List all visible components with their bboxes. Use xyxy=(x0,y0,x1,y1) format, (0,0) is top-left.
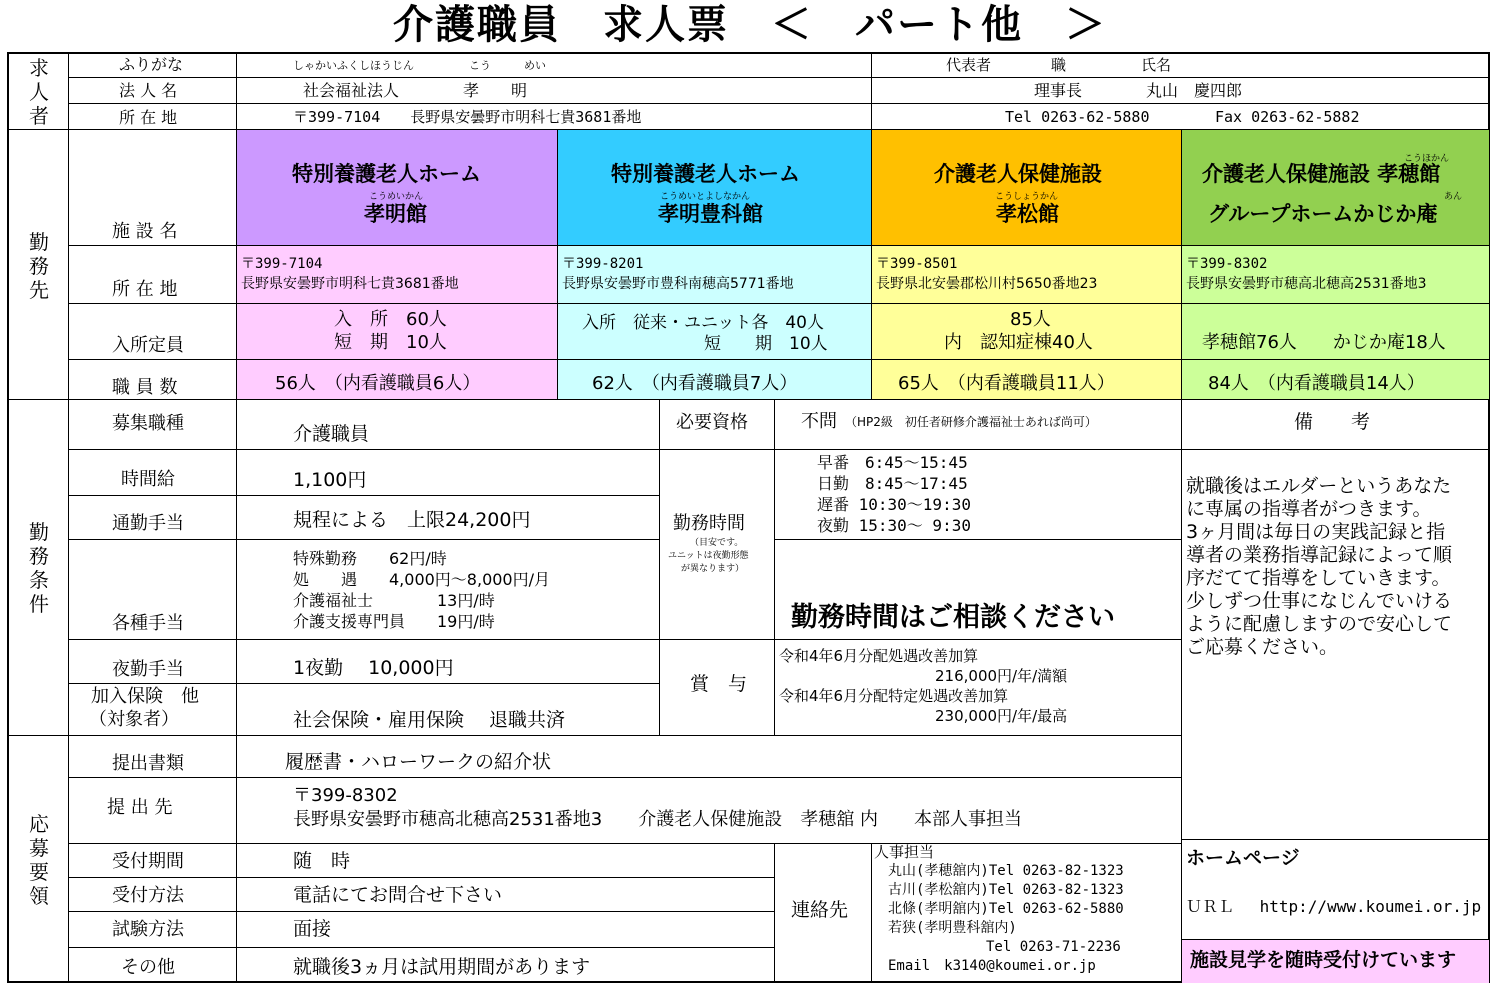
facility-2-type: 特別養護老人ホーム xyxy=(611,162,800,186)
facility-1-name: 孝明館 xyxy=(364,202,427,226)
facility-3-staff: 65人 （内看護職員11人） xyxy=(898,373,1115,394)
facility-1-staff: 56人 （内看護職員6人） xyxy=(275,373,481,394)
facility-4-name: グループホームかじか庵 xyxy=(1208,202,1438,226)
facility-2-ruby: こうめいとよしなかん xyxy=(660,192,751,202)
facility-2-name: 孝明豊科館 xyxy=(658,202,763,226)
method-label-cell xyxy=(69,878,237,912)
job-posting-table xyxy=(7,52,1490,983)
remarks-body-cell xyxy=(1182,450,1490,840)
work-hours-note-1: （目安です。 xyxy=(690,538,744,548)
facility-2-header xyxy=(558,130,872,246)
facility-3-zip: 〒399-8501 xyxy=(876,256,958,272)
contact-label: 連絡先 xyxy=(791,899,849,921)
facility-1-zip: 〒399-7104 xyxy=(241,256,323,272)
workplace-section-label-cell xyxy=(9,130,69,400)
facility-name-label: 施 設 名 xyxy=(112,221,178,242)
bonus-line-2: 216,000円/年/満額 xyxy=(935,667,1068,685)
homepage-label: ホームページ xyxy=(1186,847,1300,869)
exam-label: 試験方法 xyxy=(112,919,184,940)
bonus-line-3: 令和4年6月分配特定処遇改善加算 xyxy=(779,687,1009,705)
documents-value: 履歴書・ハローワークの紹介状 xyxy=(285,751,552,773)
facility-3-ruby: こうしょうかん xyxy=(995,192,1059,202)
bonus-label: 賞 与 xyxy=(690,673,748,695)
commute-allowance-value: 規程による 上限24,200円 xyxy=(293,509,531,531)
rep-value-cell xyxy=(872,78,1490,104)
corp-tel: Tel 0263-62-5880 xyxy=(1005,108,1150,126)
facility-4-capacity-2: 孝穂館76人 かじか庵18人 xyxy=(1202,332,1446,353)
contact-line-2: 丸山(孝穂舘内)Tel 0263-82-1323 xyxy=(874,863,1124,879)
homepage-cell xyxy=(1182,840,1490,940)
period-label: 受付期間 xyxy=(112,851,184,872)
facility-2-zip: 〒399-8201 xyxy=(562,256,644,272)
allowance-line-3: 介護福祉士 13円/時 xyxy=(293,591,495,610)
tel-fax-cell xyxy=(872,104,1490,130)
allowance-line-4: 介護支援専門員 19円/時 xyxy=(293,612,495,631)
contact-label-cell xyxy=(775,844,872,983)
contact-value-cell xyxy=(872,844,1182,983)
hourly-wage-value: 1,100円 xyxy=(293,469,367,491)
work-hours-note-3: が異なります） xyxy=(681,564,745,574)
insurance-label-cell xyxy=(69,684,237,736)
corp-address-label: 所 在 地 xyxy=(119,108,178,127)
commute-allowance-label: 通勤手当 xyxy=(112,513,184,534)
application-section-label-cell xyxy=(9,736,69,983)
hourly-wage-label-cell xyxy=(69,450,237,496)
allowances-value-cell xyxy=(237,540,660,640)
facility-3-header xyxy=(872,130,1182,246)
facility-4-type: 介護老人保健施設 孝穂館 xyxy=(1202,162,1441,186)
conditions-section-label: 勤 務 条 件 xyxy=(29,520,49,616)
facility-4-header xyxy=(1182,130,1490,246)
facility-1-address: 長野県安曇野市明科七貴3681番地 xyxy=(241,276,459,292)
corp-fax: Fax 0263-62-5882 xyxy=(1215,108,1360,126)
bonus-label-cell xyxy=(660,640,775,736)
facility-1-capacity-cell xyxy=(237,304,558,360)
facility-3-capacity-2: 内 認知症棟40人 xyxy=(944,332,1093,353)
rep-header-cell xyxy=(872,54,1490,78)
insurance-value-cell xyxy=(237,684,660,736)
contact-line-6: Tel 0263-71-2236 xyxy=(874,939,1121,955)
facility-2-address-cell xyxy=(558,246,872,304)
job-type-label-cell xyxy=(69,400,237,450)
capacity-label-cell xyxy=(69,304,237,360)
facility-1-type: 特別養護老人ホーム xyxy=(292,162,481,186)
destination-value: 長野県安曇野市穂高北穂高2531番地3 介護老人保健施設 孝穂舘 内 本部人事担当 xyxy=(293,809,1022,830)
period-value: 随 時 xyxy=(293,850,351,872)
facility-2-address: 長野県安曇野市豊科南穂高5771番地 xyxy=(562,276,794,292)
page-title: 介護職員 求人票 ＜ パート他 ＞ xyxy=(393,2,1107,48)
documents-label: 提出書類 xyxy=(112,753,184,774)
furigana-value-cell xyxy=(237,54,872,78)
facility-4-address-cell xyxy=(1182,246,1490,304)
contact-line-5: 若狭(孝明豊科舘内) xyxy=(874,920,1017,936)
work-hours-label-cell xyxy=(660,450,775,640)
destination-label: 提 出 先 xyxy=(107,797,173,818)
corp-name-label: 法 人 名 xyxy=(119,81,178,100)
remarks-line-2: に専属の指導者がつきます。 xyxy=(1186,498,1432,520)
facility-4-address: 長野県安曇野市穂高北穂高2531番地3 xyxy=(1186,276,1427,292)
exam-value-cell xyxy=(237,912,775,948)
contact-line-4: 北條(孝明舘内)Tel 0263-62-5880 xyxy=(874,901,1124,917)
contact-line-7: Email k3140@koumei.or.jp xyxy=(874,958,1096,974)
shift-day: 日勤 8:45～17:45 xyxy=(817,474,968,493)
corp-address-value-cell xyxy=(237,104,872,130)
application-section-label: 応 募 要 領 xyxy=(29,812,49,908)
exam-value: 面接 xyxy=(293,918,332,940)
remarks-line-1: 就職後はエルダーというあなた xyxy=(1186,475,1452,497)
corp-name-value-cell xyxy=(237,78,872,104)
facility-3-capacity-cell xyxy=(872,304,1182,360)
furigana-value: しゃかいふくしほうじん こう めい xyxy=(293,59,546,72)
insurance-label-2: （対象者） xyxy=(89,709,179,730)
facility-1-capacity-2: 短 期 10人 xyxy=(334,332,447,353)
remarks-line-7: ように配慮しますので安心して xyxy=(1186,613,1453,635)
staff-label-cell xyxy=(69,360,237,400)
employer-section-label: 求 人 者 xyxy=(29,56,49,128)
hourly-wage-label: 時間給 xyxy=(121,469,175,490)
workplace-section-label: 勤 務 先 xyxy=(29,230,49,302)
remarks-line-8: ご応募ください。 xyxy=(1186,636,1339,658)
facility-2-capacity-cell xyxy=(558,304,872,360)
job-type-value-cell xyxy=(237,400,660,450)
facility-2-staff: 62人 （内看護職員7人） xyxy=(592,373,798,394)
qualification-value: 不問 xyxy=(801,411,837,432)
facility-2-capacity-2: 短 期 10人 xyxy=(704,334,828,354)
destination-zip: 〒399-8302 xyxy=(293,785,398,806)
remarks-line-5: 序だてて指導をしていきます。 xyxy=(1186,567,1451,589)
shift-late: 遅番 10:30～19:30 xyxy=(817,495,971,514)
shifts-cell xyxy=(775,450,1182,540)
other-value: 就職後3ヵ月は試用期間があります xyxy=(293,956,591,978)
facility-tour-cell xyxy=(1182,940,1490,983)
commute-label-cell xyxy=(69,496,237,540)
rep-value: 理事長 丸山 慶四郎 xyxy=(1034,81,1243,100)
period-label-cell xyxy=(69,844,237,878)
work-hours-label: 勤務時間 xyxy=(673,513,745,534)
allowances-label-cell xyxy=(69,540,237,640)
shift-night: 夜勤 15:30～ 9:30 xyxy=(817,516,971,535)
method-value: 電話にてお問合せ下さい xyxy=(293,884,503,906)
method-label: 受付方法 xyxy=(112,885,184,906)
facility-3-capacity-1: 85人 xyxy=(1010,309,1051,330)
facility-3-type: 介護老人保健施設 xyxy=(934,162,1102,186)
facility-1-address-cell xyxy=(237,246,558,304)
facility-1-ruby: こうめいかん xyxy=(369,192,424,202)
other-value-cell xyxy=(237,948,775,983)
facility-4-ruby: こうほかん xyxy=(1404,154,1450,164)
furigana-label: ふりがな xyxy=(119,55,184,74)
staff-count-label: 職 員 数 xyxy=(112,377,178,398)
insurance-value: 社会保険・雇用保険 退職共済 xyxy=(293,709,566,731)
facility-4-capacity-cell xyxy=(1182,304,1490,360)
insurance-label-1: 加入保険 他 xyxy=(91,686,199,707)
employer-section-label-cell xyxy=(9,54,69,130)
dest-label-cell xyxy=(69,778,237,844)
dest-value-cell xyxy=(237,778,1182,844)
facility-address-label-cell xyxy=(69,246,237,304)
facility-1-capacity-1: 入 所 60人 xyxy=(334,309,447,330)
method-value-cell xyxy=(237,878,775,912)
qualification-label-cell xyxy=(660,400,775,450)
facility-4-zip: 〒399-8302 xyxy=(1186,256,1268,272)
facility-3-name: 孝松館 xyxy=(996,202,1059,226)
contact-line-3: 古川(孝松舘内)Tel 0263-82-1323 xyxy=(874,882,1124,898)
qualification-note: （HP2級 初任者研修介護福祉士あれば尚可） xyxy=(845,415,1097,429)
other-label: その他 xyxy=(121,957,175,978)
facility-tour-notice: 施設見学を随時受付けています xyxy=(1190,949,1457,971)
night-allowance-label: 夜勤手当 xyxy=(112,659,184,680)
corp-name-label-cell xyxy=(69,78,237,104)
homepage-url-link[interactable]: ＵＲＬ http://www.koumei.or.jp xyxy=(1186,897,1482,916)
facility-3-staff-cell xyxy=(872,360,1182,400)
job-type-value: 介護職員 xyxy=(293,423,370,445)
allowance-line-1: 特殊勤務 62円/時 xyxy=(293,549,447,568)
hours-consult-text: 勤務時間はご相談ください xyxy=(791,602,1115,633)
corp-address-value: 〒399-7104 長野県安曇野市明科七貴3681番地 xyxy=(293,108,642,126)
bonus-line-4: 230,000円/年/最高 xyxy=(935,707,1068,725)
work-hours-note-2: ユニットは夜勤形態 xyxy=(668,551,749,561)
facility-address-label: 所 在 地 xyxy=(112,279,178,300)
job-type-label: 募集職種 xyxy=(112,413,184,434)
night-allowance-value-cell xyxy=(237,640,660,684)
hourly-wage-value-cell xyxy=(237,450,660,496)
docs-value-cell xyxy=(237,736,1182,778)
hours-consult-cell xyxy=(775,540,1182,640)
facility-3-address-cell xyxy=(872,246,1182,304)
facility-3-address: 長野県北安曇郡松川村5650番地23 xyxy=(876,276,1098,292)
remarks-label: 備 考 xyxy=(1294,411,1371,433)
night-allowance-value: 1夜勤 10,000円 xyxy=(293,657,454,679)
shift-early: 早番 6:45～15:45 xyxy=(817,453,968,472)
remarks-line-4: 導者の業務指導記録によって順 xyxy=(1186,544,1453,566)
facility-1-header xyxy=(237,130,558,246)
allowance-line-2: 処 遇 4,000円～8,000円/月 xyxy=(293,570,551,589)
capacity-label: 入所定員 xyxy=(112,335,184,356)
rep-header: 代表者 職 氏名 xyxy=(946,56,1172,74)
facility-4-staff: 84人 （内看護職員14人） xyxy=(1208,373,1425,394)
other-label-cell xyxy=(69,948,237,983)
bonus-line-1: 令和4年6月分配処遇改善加算 xyxy=(779,647,979,665)
period-value-cell xyxy=(237,844,775,878)
corp-address-label-cell xyxy=(69,104,237,130)
facility-name-label-cell xyxy=(69,130,237,246)
allowances-label: 各種手当 xyxy=(112,613,184,634)
commute-value-cell xyxy=(237,496,660,540)
exam-label-cell xyxy=(69,912,237,948)
facility-2-capacity-1: 入所 従来・ユニット各 40人 xyxy=(582,313,824,333)
facility-4-ruby-2: あん xyxy=(1444,192,1463,202)
remarks-line-3: 3ヶ月間は毎日の実践記録と指 xyxy=(1186,521,1446,543)
qualification-value-cell xyxy=(775,400,1182,450)
remarks-label-cell xyxy=(1182,400,1490,450)
night-allowance-label-cell xyxy=(69,640,237,684)
contact-line-1: 人事担当 xyxy=(874,843,935,861)
furigana-label-cell xyxy=(69,54,237,78)
facility-4-staff-cell xyxy=(1182,360,1490,400)
bonus-value-cell xyxy=(775,640,1182,736)
conditions-section-label-cell xyxy=(9,400,69,736)
facility-1-staff-cell xyxy=(237,360,558,400)
docs-label-cell xyxy=(69,736,237,778)
corp-name-value: 社会福祉法人 孝 明 xyxy=(303,81,528,100)
facility-2-staff-cell xyxy=(558,360,872,400)
remarks-line-6: 少しずつ仕事になじんでいける xyxy=(1186,590,1453,612)
qualification-label: 必要資格 xyxy=(676,412,748,433)
